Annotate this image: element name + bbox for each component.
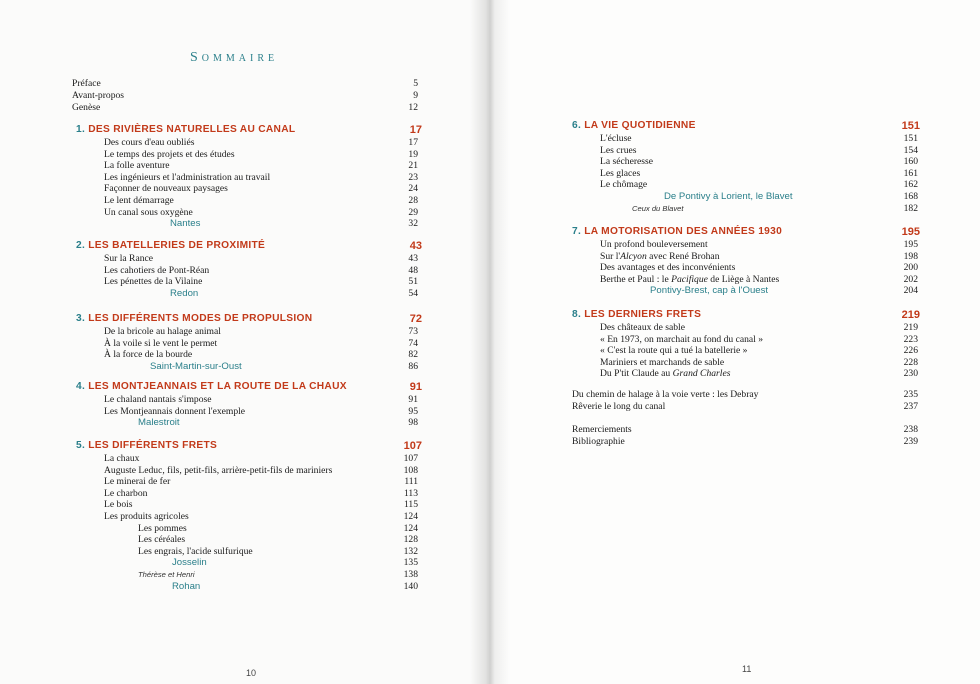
toc-entry-page: 168 bbox=[903, 191, 918, 202]
toc-entry-page: 91 bbox=[408, 394, 418, 405]
toc-entry-label: Avant-propos bbox=[72, 90, 125, 101]
toc-entry bbox=[104, 160, 418, 172]
toc-entry-page: 223 bbox=[903, 333, 918, 345]
chapter-title-text: LA VIE QUOTIDIENNE bbox=[584, 120, 696, 131]
toc-entry-page: 198 bbox=[903, 250, 918, 262]
toc-entry-label: Les céréales bbox=[138, 534, 186, 546]
toc-entry bbox=[104, 265, 418, 277]
toc-entry-page: 151 bbox=[903, 133, 918, 144]
toc-entry bbox=[600, 322, 918, 334]
toc-entry-page: 162 bbox=[903, 179, 918, 191]
toc-entry-label: Les pommes bbox=[138, 522, 187, 534]
toc-chapter-heading bbox=[76, 313, 422, 325]
toc-entry-label: Sur la Rance bbox=[104, 253, 154, 264]
toc-entry-label: Des cours d'eau oubliés bbox=[104, 137, 195, 148]
toc-chapter-heading bbox=[572, 226, 920, 238]
book-gutter bbox=[470, 0, 510, 684]
chapter-number: 4. bbox=[76, 381, 86, 392]
toc-entry bbox=[600, 156, 918, 168]
chapter-title-text: LES MONTJEANNAIS ET LA ROUTE DE LA CHAUX bbox=[88, 381, 347, 392]
toc-entry-page: 19 bbox=[408, 148, 418, 160]
toc-entry-label: Les crues bbox=[600, 144, 637, 156]
chapter-page: 43 bbox=[409, 240, 422, 252]
toc-entry-page: 48 bbox=[408, 264, 418, 276]
toc-entry-page: 128 bbox=[403, 534, 418, 546]
toc-entry-label: La folle aventure bbox=[104, 160, 170, 172]
toc-entry-label: Malestroit bbox=[138, 417, 180, 429]
toc-entry-label: Les engrais, l'acide sulfurique bbox=[138, 545, 253, 557]
toc-entry-label: Des châteaux de sable bbox=[600, 322, 685, 333]
toc-entry-page: 98 bbox=[408, 417, 418, 429]
toc-entry bbox=[104, 349, 418, 361]
toc-entry-page: 107 bbox=[403, 453, 418, 464]
chapter-title-text: DES RIVIÈRES NATURELLES AU CANAL bbox=[88, 124, 296, 135]
toc-entry-label: Le charbon bbox=[104, 487, 148, 499]
toc-entry-page: 111 bbox=[404, 476, 418, 488]
toc-entry-page: 82 bbox=[408, 349, 418, 361]
toc-entry-page: 54 bbox=[408, 287, 418, 299]
toc-entry-page: 12 bbox=[408, 102, 418, 113]
toc-entry-page: 115 bbox=[403, 499, 418, 511]
chapter-title-text: LES DIFFÉRENTS MODES DE PROPULSION bbox=[88, 313, 313, 324]
toc-entry-page: 140 bbox=[403, 580, 418, 592]
toc-entry-label: Le bois bbox=[104, 499, 133, 511]
toc-entry-page: 32 bbox=[408, 218, 418, 230]
toc-entry-label: De la bricole au halage animal bbox=[104, 326, 221, 337]
toc-entry-page: 135 bbox=[403, 557, 418, 569]
toc-entry bbox=[104, 183, 418, 195]
toc-entry bbox=[104, 195, 418, 207]
toc-entry bbox=[138, 417, 418, 429]
toc-back-entry bbox=[572, 424, 918, 436]
page-title: Sommaire bbox=[190, 50, 279, 65]
toc-entry bbox=[600, 357, 918, 369]
toc-entry-label: Genèse bbox=[72, 102, 101, 113]
toc-entry bbox=[600, 179, 918, 191]
toc-entry bbox=[600, 239, 918, 251]
chapter-number: 6. bbox=[572, 120, 582, 131]
chapter-title-text: LES BATELLERIES DE PROXIMITÉ bbox=[88, 240, 266, 251]
toc-entry-label: De Pontivy à Lorient, le Blavet bbox=[664, 191, 793, 202]
toc-entry bbox=[104, 511, 418, 523]
toc-entry bbox=[104, 499, 418, 511]
toc-entry-label: Le chômage bbox=[600, 179, 648, 191]
toc-entry bbox=[150, 361, 418, 373]
toc-entry bbox=[138, 534, 418, 546]
chapter-page: 17 bbox=[409, 124, 422, 136]
toc-entry-page: 21 bbox=[408, 160, 418, 172]
toc-chapter-heading bbox=[76, 240, 422, 252]
chapter-title bbox=[76, 313, 312, 325]
toc-entry-label: Un profond bouleversement bbox=[600, 239, 708, 250]
chapter-number: 1. bbox=[76, 124, 86, 135]
toc-chapter-heading bbox=[76, 381, 422, 393]
toc-entry-page: 124 bbox=[403, 522, 418, 534]
toc-entry bbox=[600, 251, 918, 263]
toc-entry-label: Rohan bbox=[172, 580, 201, 592]
toc-entry bbox=[104, 338, 418, 350]
chapter-title bbox=[572, 309, 701, 321]
toc-entry-label: La chaux bbox=[104, 453, 140, 464]
toc-entry-page: 230 bbox=[903, 368, 918, 380]
toc-entry bbox=[650, 285, 918, 297]
toc-entry-page: 29 bbox=[408, 206, 418, 218]
toc-entry-page: 9 bbox=[413, 90, 418, 101]
toc-entry-page: 239 bbox=[903, 436, 918, 447]
toc-entry-label: Le chaland nantais s'impose bbox=[104, 394, 212, 405]
toc-chapter-heading bbox=[572, 120, 920, 132]
toc-entry bbox=[104, 207, 418, 219]
toc-entry bbox=[104, 465, 418, 477]
toc-entry-page: 23 bbox=[408, 171, 418, 183]
toc-entry-label: À la force de la bourde bbox=[104, 349, 193, 361]
chapter-page: 151 bbox=[901, 120, 920, 132]
toc-entry-label: Rêverie le long du canal bbox=[572, 401, 666, 412]
toc-entry-page: 17 bbox=[408, 137, 418, 148]
toc-entry-page: 124 bbox=[403, 511, 418, 522]
toc-entry bbox=[104, 488, 418, 500]
toc-entry-label: L'écluse bbox=[600, 133, 632, 144]
toc-entry-page: 108 bbox=[403, 464, 418, 476]
toc-front-entry bbox=[72, 102, 418, 114]
toc-entry-page: 74 bbox=[408, 337, 418, 349]
toc-entry bbox=[600, 274, 918, 286]
toc-entry-label: Les produits agricoles bbox=[104, 511, 189, 522]
toc-entry-label: Pontivy-Brest, cap à l'Ouest bbox=[650, 285, 769, 297]
toc-entry bbox=[104, 406, 418, 418]
toc-entry-page: 226 bbox=[903, 345, 918, 357]
chapter-number: 2. bbox=[76, 240, 86, 251]
toc-entry-page: 238 bbox=[903, 424, 918, 435]
toc-entry-label: Les Montjeannais donnent l'exemple bbox=[104, 405, 246, 417]
toc-entry-label: Les pénettes de la Vilaine bbox=[104, 276, 203, 288]
toc-entry bbox=[104, 326, 418, 338]
toc-entry-label: La sécheresse bbox=[600, 156, 653, 168]
toc-entry-label: Un canal sous oxygène bbox=[104, 206, 193, 218]
toc-entry-label: « En 1973, on marchait au fond du canal » bbox=[600, 333, 764, 345]
toc-entry bbox=[600, 262, 918, 274]
toc-back-entry bbox=[572, 436, 918, 448]
toc-entry bbox=[172, 557, 418, 569]
toc-entry-page: 132 bbox=[403, 545, 418, 557]
toc-chapter-heading bbox=[76, 440, 422, 452]
toc-entry-page: 113 bbox=[403, 487, 418, 499]
toc-entry-page: 182 bbox=[903, 202, 918, 214]
toc-entry-page: 228 bbox=[903, 356, 918, 368]
toc-entry-label: Redon bbox=[170, 287, 199, 299]
toc-entry bbox=[104, 137, 418, 149]
toc-entry bbox=[600, 368, 918, 380]
chapter-page: 219 bbox=[901, 309, 920, 321]
chapter-number: 3. bbox=[76, 313, 86, 324]
toc-entry-label: Des avantages et des inconvénients bbox=[600, 262, 736, 274]
chapter-title bbox=[76, 440, 217, 452]
toc-entry-label: Les glaces bbox=[600, 167, 641, 179]
toc-entry-page: 95 bbox=[408, 405, 418, 417]
toc-entry-label: Remerciements bbox=[572, 424, 632, 435]
toc-entry bbox=[104, 453, 418, 465]
toc-entry-page: 73 bbox=[408, 326, 418, 337]
toc-entry bbox=[104, 276, 418, 288]
toc-entry-page: 200 bbox=[903, 262, 918, 274]
toc-entry-label: Nantes bbox=[170, 218, 201, 230]
chapter-page: 91 bbox=[409, 381, 422, 393]
chapter-number: 5. bbox=[76, 440, 86, 451]
chapter-number: 8. bbox=[572, 309, 582, 320]
toc-entry-page: 161 bbox=[903, 167, 918, 179]
toc-entry-label: Le lent démarrage bbox=[104, 195, 174, 206]
toc-entry bbox=[104, 253, 418, 265]
toc-back-entry bbox=[572, 389, 918, 401]
toc-entry-label: Façonner de nouveaux paysages bbox=[104, 183, 228, 195]
toc-entry bbox=[664, 191, 918, 203]
toc-entry-page: 154 bbox=[903, 144, 918, 156]
toc-entry-label: Auguste Leduc, fils, petit-fils, arrière-petit-fils de mariniers bbox=[104, 464, 333, 476]
toc-entry-page: 86 bbox=[408, 360, 418, 372]
toc-entry-page: 28 bbox=[408, 195, 418, 206]
toc-entry bbox=[600, 334, 918, 346]
toc-entry bbox=[104, 172, 418, 184]
toc-chapter-heading bbox=[76, 124, 422, 136]
toc-front-entry bbox=[72, 78, 418, 90]
toc-entry bbox=[138, 546, 418, 558]
toc-entry-label: Le temps des projets et des études bbox=[104, 148, 235, 160]
toc-entry-label: Préface bbox=[72, 78, 101, 89]
toc-entry-label: Saint-Martin-sur-Oust bbox=[150, 360, 242, 372]
toc-entry-page: 43 bbox=[408, 253, 418, 264]
chapter-title bbox=[76, 124, 295, 136]
toc-entry-label: « C'est la route qui a tué la batellerie » bbox=[600, 345, 748, 357]
chapter-page: 195 bbox=[901, 226, 920, 238]
toc-entry bbox=[104, 149, 418, 161]
toc-entry bbox=[172, 581, 418, 593]
toc-entry bbox=[600, 133, 918, 145]
toc-entry-label: Du P'tit Claude au Grand Charles bbox=[600, 368, 731, 380]
toc-entry-page: 24 bbox=[408, 183, 418, 195]
toc-entry bbox=[170, 288, 418, 300]
toc-entry-page: 235 bbox=[903, 389, 918, 400]
left-page-number: 10 bbox=[246, 668, 257, 678]
toc-entry-label: Bibliographie bbox=[572, 436, 625, 447]
toc-entry-page: 195 bbox=[903, 239, 918, 250]
chapter-title bbox=[572, 120, 696, 132]
chapter-title bbox=[76, 240, 265, 252]
toc-entry bbox=[600, 168, 918, 180]
chapter-title-text: LES DERNIERS FRETS bbox=[584, 309, 702, 320]
toc-entry-label: Le minerai de fer bbox=[104, 476, 171, 488]
toc-entry bbox=[104, 476, 418, 488]
toc-entry bbox=[600, 345, 918, 357]
toc-entry-label: Sur l'Alcyon avec René Brohan bbox=[600, 250, 720, 262]
toc-entry-page: 51 bbox=[408, 276, 418, 288]
chapter-page: 107 bbox=[403, 440, 422, 452]
toc-entry-label: Les ingénieurs et l'administration au travail bbox=[104, 171, 271, 183]
toc-entry-page: 202 bbox=[903, 273, 918, 285]
toc-entry bbox=[104, 394, 418, 406]
toc-entry-label: Berthe et Paul : le Pacifique de Liège à Nantes bbox=[600, 273, 780, 285]
chapter-page: 72 bbox=[409, 313, 422, 325]
toc-chapter-heading bbox=[572, 309, 920, 321]
toc-entry-page: 138 bbox=[403, 569, 418, 580]
chapter-title bbox=[572, 226, 782, 238]
toc-entry bbox=[170, 218, 418, 230]
toc-front-entry bbox=[72, 90, 418, 102]
toc-entry bbox=[600, 145, 918, 157]
toc-entry-label: Ceux du Blavet bbox=[632, 203, 684, 213]
toc-entry-label: Mariniers et marchands de sable bbox=[600, 356, 725, 368]
chapter-title bbox=[76, 381, 347, 393]
toc-entry-page: 5 bbox=[413, 78, 418, 89]
toc-entry-label: Thérèse et Henri bbox=[138, 570, 195, 579]
toc-entry-page: 219 bbox=[903, 322, 918, 333]
toc-entry bbox=[632, 203, 918, 215]
chapter-title-text: LES DIFFÉRENTS FRETS bbox=[88, 440, 218, 451]
toc-entry-label: Les cahotiers de Pont-Réan bbox=[104, 264, 210, 276]
toc-entry-label: Du chemin de halage à la voie verte : les Debray bbox=[572, 389, 759, 400]
toc-entry-page: 204 bbox=[903, 285, 918, 297]
toc-entry-label: À la voile si le vent le permet bbox=[104, 337, 218, 349]
chapter-title-text: LA MOTORISATION DES ANNÉES 1930 bbox=[584, 226, 783, 237]
chapter-number: 7. bbox=[572, 226, 582, 237]
toc-entry bbox=[138, 523, 418, 535]
toc-entry-page: 237 bbox=[903, 401, 918, 412]
toc-entry bbox=[138, 569, 418, 581]
toc-entry-label: Josselin bbox=[172, 557, 207, 569]
toc-entry-page: 160 bbox=[903, 156, 918, 168]
right-page-number: 11 bbox=[742, 664, 752, 674]
toc-back-entry bbox=[572, 401, 918, 413]
